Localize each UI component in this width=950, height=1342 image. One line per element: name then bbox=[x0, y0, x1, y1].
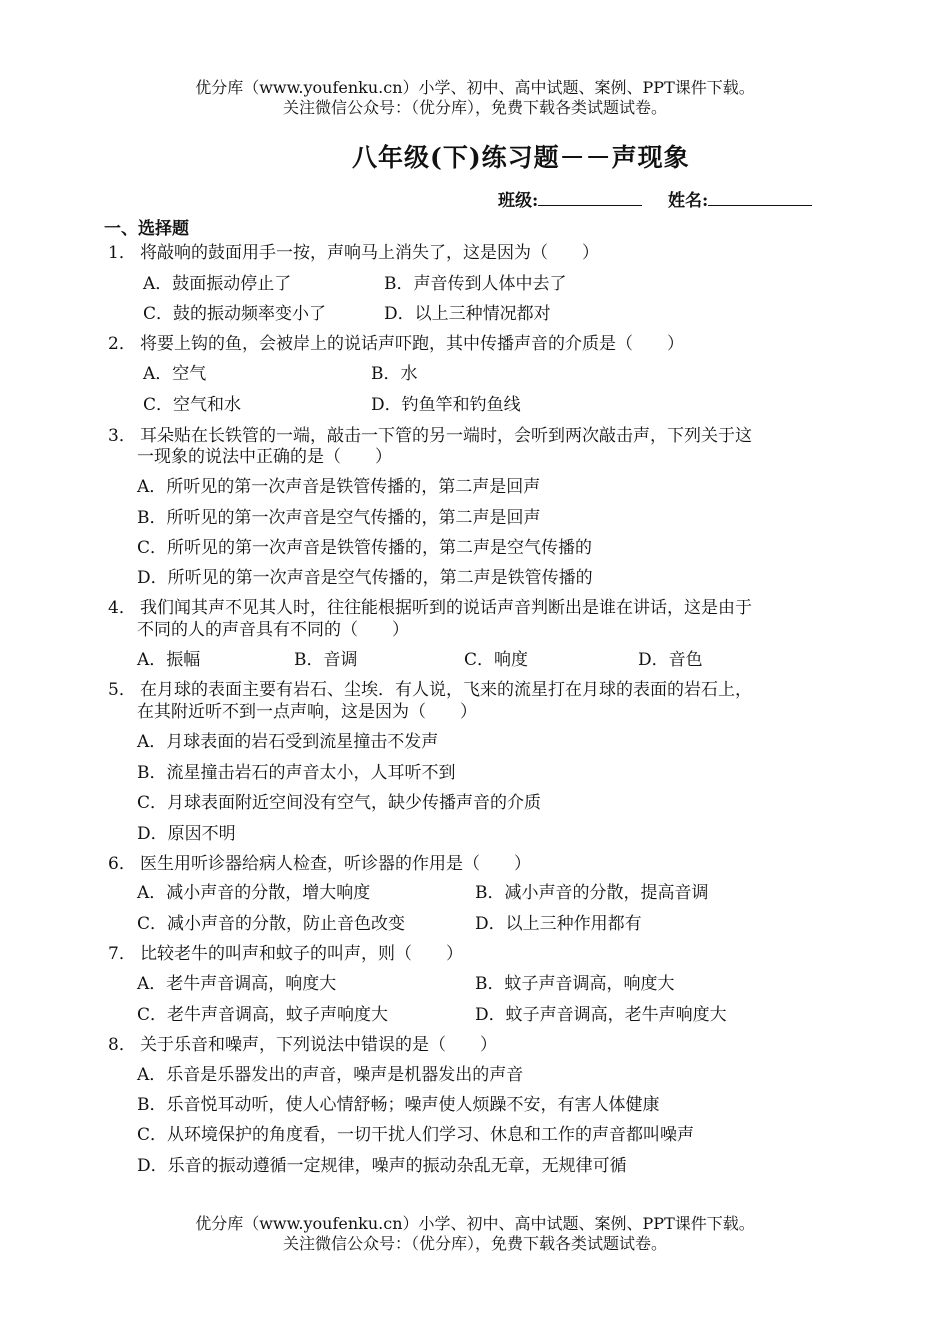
class-label: 班级: bbox=[498, 191, 539, 211]
option-a: A．老牛声音调高，响度大 bbox=[137, 974, 337, 994]
name-blank bbox=[708, 189, 812, 206]
header-line-2: 关注微信公众号：（优分库），免费下载各类试题试卷。 bbox=[282, 98, 667, 117]
question-number: 4． bbox=[108, 598, 136, 618]
option-a: A．振幅 bbox=[137, 650, 201, 670]
option-c: C．月球表面附近空间没有空气，缺少传播声音的介质 bbox=[137, 793, 542, 813]
option-a: A．空气 bbox=[143, 364, 207, 384]
question-number: 8． bbox=[108, 1035, 136, 1055]
question-stem-cont: 在其附近听不到一点声响，这是因为（ ） bbox=[137, 702, 477, 722]
question-number: 2． bbox=[108, 334, 136, 354]
header-line-1: 优分库（www.youfenku.cn）小学、初中、高中试题、案例、PPT课件下载。 bbox=[195, 78, 755, 97]
option-d: D．钓鱼竿和钓鱼线 bbox=[371, 395, 521, 415]
option-b: B．声音传到人体中去了 bbox=[384, 274, 567, 294]
question-stem-cont: 不同的人的声音具有不同的（ ） bbox=[137, 620, 409, 640]
option-b: B．音调 bbox=[294, 650, 358, 670]
option-b: B．乐音悦耳动听，使人心情舒畅；噪声使人烦躁不安，有害人体健康 bbox=[137, 1095, 660, 1115]
option-d: D．原因不明 bbox=[137, 824, 236, 844]
question-number: 1． bbox=[108, 243, 136, 263]
question-stem: 将要上钩的鱼，会被岸上的说话声吓跑，其中传播声音的介质是（ ） bbox=[140, 334, 684, 354]
question-stem: 将敲响的鼓面用手一按，声响马上消失了，这是因为（ ） bbox=[140, 243, 599, 263]
option-c: C．从环境保护的角度看，一切干扰人们学习、休息和工作的声音都叫噪声 bbox=[137, 1125, 695, 1145]
question-stem: 耳朵贴在长铁管的一端，敲击一下管的另一端时，会听到两次敲击声，下列关于这 bbox=[140, 426, 752, 446]
question-number: 6． bbox=[108, 854, 136, 874]
question-number: 7． bbox=[108, 944, 136, 964]
option-c: C．鼓的振动频率变小了 bbox=[143, 304, 327, 324]
option-a: A．减小声音的分散，增大响度 bbox=[137, 883, 371, 903]
question-stem-cont: 一现象的说法中正确的是（ ） bbox=[137, 447, 392, 467]
question-stem: 比较老牛的叫声和蚊子的叫声，则（ ） bbox=[140, 944, 463, 964]
option-d: D．以上三种情况都对 bbox=[384, 304, 551, 324]
option-a: A．所听见的第一次声音是铁管传播的，第二声是回声 bbox=[137, 477, 541, 497]
name-field bbox=[668, 186, 812, 211]
footer-line-2: 关注微信公众号：（优分库），免费下载各类试题试卷。 bbox=[282, 1234, 667, 1253]
option-b: B．减小声音的分散，提高音调 bbox=[475, 883, 709, 903]
option-a: A．鼓面振动停止了 bbox=[143, 274, 292, 294]
page-title: 八年级(下)练习题－－声现象 bbox=[352, 143, 690, 172]
footer-line-1: 优分库（www.youfenku.cn）小学、初中、高中试题、案例、PPT课件下载。 bbox=[195, 1214, 755, 1233]
option-a: A．乐音是乐器发出的声音，噪声是机器发出的声音 bbox=[137, 1065, 524, 1085]
option-c: C．减小声音的分散，防止音色改变 bbox=[137, 914, 406, 934]
option-b: B．水 bbox=[371, 364, 418, 384]
option-d: D．所听见的第一次声音是空气传播的，第二声是铁管传播的 bbox=[137, 568, 593, 588]
option-c: C．老牛声音调高，蚊子声响度大 bbox=[137, 1005, 389, 1025]
option-c: C．所听见的第一次声音是铁管传播的，第二声是空气传播的 bbox=[137, 538, 593, 558]
question-number: 3． bbox=[108, 426, 136, 446]
option-d: D．以上三种作用都有 bbox=[475, 914, 642, 934]
section-heading: 一、选择题 bbox=[104, 219, 189, 239]
class-field bbox=[498, 186, 642, 211]
option-c: C．响度 bbox=[464, 650, 529, 670]
question-stem: 关于乐音和噪声，下列说法中错误的是（ ） bbox=[140, 1035, 497, 1055]
option-d: D．乐音的振动遵循一定规律，噪声的振动杂乱无章，无规律可循 bbox=[137, 1156, 627, 1176]
option-d: D．音色 bbox=[638, 650, 703, 670]
question-stem: 医生用听诊器给病人检查，听诊器的作用是（ ） bbox=[140, 854, 531, 874]
question-stem: 我们闻其声不见其人时，往往能根据听到的说话声音判断出是谁在讲话，这是由于 bbox=[140, 598, 752, 618]
question-number: 5． bbox=[108, 680, 136, 700]
option-b: B．所听见的第一次声音是空气传播的，第二声是回声 bbox=[137, 508, 541, 528]
option-b: B．蚊子声音调高，响度大 bbox=[475, 974, 675, 994]
class-blank bbox=[538, 189, 642, 206]
option-c: C．空气和水 bbox=[143, 395, 242, 415]
option-d: D．蚊子声音调高，老牛声响度大 bbox=[475, 1005, 727, 1025]
option-a: A．月球表面的岩石受到流星撞击不发声 bbox=[137, 732, 439, 752]
name-label: 姓名: bbox=[668, 191, 709, 211]
question-stem: 在月球的表面主要有岩石、尘埃．有人说，飞来的流星打在月球的表面的岩石上， bbox=[140, 680, 752, 700]
option-b: B．流星撞击岩石的声音太小，人耳听不到 bbox=[137, 763, 456, 783]
